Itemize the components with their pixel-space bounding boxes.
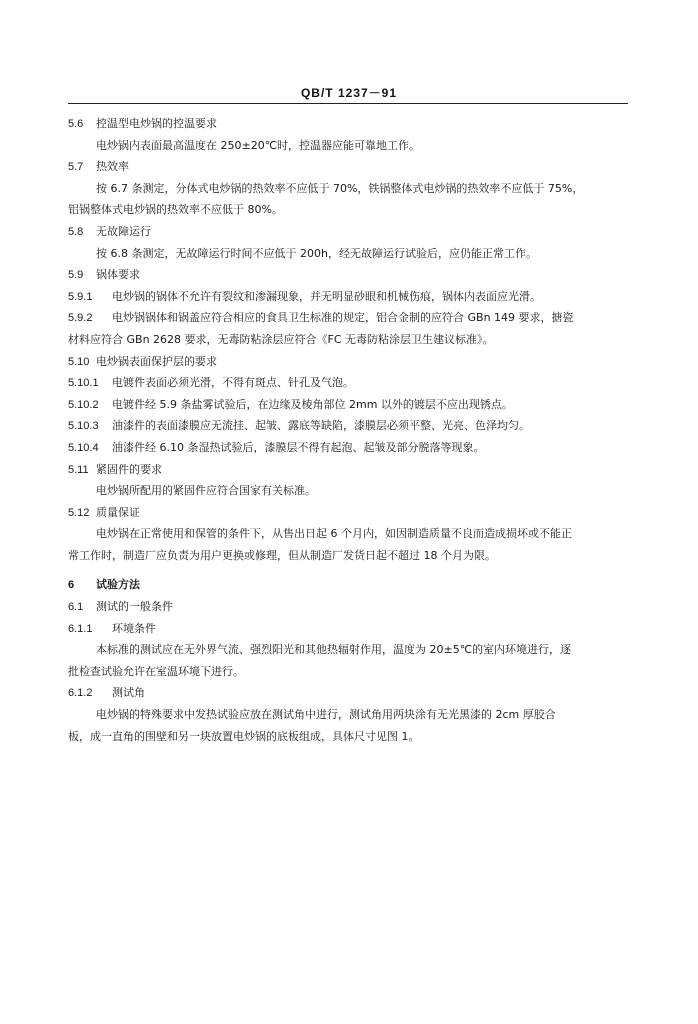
clause-number: 5.10 bbox=[68, 355, 90, 368]
clause-title: 环境条件 bbox=[112, 621, 156, 635]
clause-title: 测试的一般条件 bbox=[96, 600, 173, 614]
clause-title: 测试角 bbox=[112, 686, 145, 700]
paragraph-line: 电炒锅所配用的紧固件应符合国家有关标准。 bbox=[96, 484, 316, 498]
clause-heading bbox=[68, 600, 628, 622]
clause-heading bbox=[68, 268, 628, 290]
clause-title: 油漆件经 6.10 条湿热试验后，漆膜层不得有起泡、起皱及部分脱落等现象。 bbox=[112, 440, 485, 454]
clause-number: 6 bbox=[68, 579, 75, 592]
clause-number: 6.1 bbox=[68, 601, 84, 614]
clause-title: 热效率 bbox=[96, 160, 129, 174]
clause-number: 5.10.1 bbox=[68, 377, 99, 390]
paragraph-line: 批检查试验允许在室温环境下进行。 bbox=[68, 664, 244, 678]
clause-title: 试验方法 bbox=[96, 578, 140, 592]
clause-title: 控温型电炒锅的控温要求 bbox=[96, 117, 217, 130]
clause-number: 5.11 bbox=[68, 463, 89, 476]
clause-title: 无故障运行 bbox=[96, 224, 151, 238]
clause-number: 5.9.2 bbox=[68, 312, 93, 325]
paragraph-line: 本标准的测试应在无外界气流、强烈阳光和其他热辐射作用，温度为 20±5℃的室内环境进行，逐 bbox=[96, 643, 572, 657]
clause-heading bbox=[68, 441, 628, 463]
clause-heading bbox=[68, 398, 628, 420]
clause-number: 5.10.3 bbox=[68, 420, 99, 433]
clause-title: 电镀件经 5.9 条盐雾试验后，在边缘及棱角部位 2mm 以外的镀层不应出现锈点。 bbox=[112, 397, 513, 411]
clause-title: 锅体要求 bbox=[96, 268, 140, 282]
header-divider bbox=[68, 103, 628, 104]
clause-number: 5.12 bbox=[68, 506, 90, 519]
clause-heading bbox=[68, 117, 628, 139]
clause-number: 5.9.1 bbox=[68, 290, 93, 303]
paragraph-line: 按 6.7 条测定，分体式电炒锅的热效率不应低于 70%，铁锅整体式电炒锅的热效率不应低于 75%， bbox=[96, 181, 584, 195]
clause-title: 质量保证 bbox=[96, 505, 140, 519]
clause-number: 5.9 bbox=[68, 269, 84, 282]
paragraph-line: 板，成一直角的围壁和另一块放置电炒锅的底板组成，具体尺寸见图 1。 bbox=[68, 729, 420, 743]
clause-title: 电炒锅表面保护层的要求 bbox=[96, 354, 217, 368]
clause-title: 电炒锅的锅体不允许有裂纹和渗漏现象，并无明显砂眼和机械伤痕，锅体内表面应光滑。 bbox=[112, 289, 541, 303]
paragraph-line: 按 6.8 条测定，无故障运行时间不应低于 200h，经无故障运行试验后，应仍能正常工作。 bbox=[96, 246, 537, 260]
clause-heading bbox=[68, 506, 628, 528]
paragraph-line: 电炒锅内表面最高温度在 250±20℃时，控温器应能可靠地工作。 bbox=[96, 138, 421, 152]
clause-number: 5.10.4 bbox=[68, 441, 99, 454]
clause-title: 电镀件表面必须光滑，不得有斑点、针孔及气泡。 bbox=[112, 376, 354, 390]
clause-number: 5.6 bbox=[68, 118, 84, 130]
clause-title: 油漆件的表面漆膜应无流挂、起皱、露底等缺陷，漆膜层必须平整、光亮、色泽均匀。 bbox=[112, 419, 530, 433]
clause-heading bbox=[68, 290, 628, 312]
clause-number: 6.1.2 bbox=[68, 687, 93, 700]
clause-heading bbox=[68, 376, 628, 398]
paragraph-line: 常工作时，制造厂应负责为用户更换或修理，但从制造厂发货日起不超过 18 个月为限。 bbox=[68, 548, 496, 562]
clause-number: 5.10.2 bbox=[68, 398, 99, 411]
paragraph-line: 铝锅整体式电炒锅的热效率不应低于 80%。 bbox=[68, 203, 283, 217]
clause-heading bbox=[68, 686, 628, 708]
clause-heading bbox=[68, 463, 628, 485]
document-body bbox=[68, 117, 628, 751]
clause-heading bbox=[68, 160, 628, 182]
clause-heading bbox=[68, 311, 628, 333]
clause-number: 5.8 bbox=[68, 225, 84, 238]
paragraph-line: 材料应符合 GBn 2628 要求，无毒防粘涂层应符合《FC 无毒防粘涂层卫生建议标准》。 bbox=[68, 332, 494, 346]
paragraph-line: 电炒锅在正常使用和保管的条件下，从售出日起 6 个月内，如因制造质量不良而造成损坏或不能正 bbox=[96, 527, 572, 541]
clause-number: 6.1.1 bbox=[68, 622, 93, 635]
clause-heading bbox=[68, 355, 628, 377]
clause-heading bbox=[68, 225, 628, 247]
clause-number: 5.7 bbox=[68, 161, 84, 174]
standard-code-header: QB/T 1237－91 bbox=[300, 86, 398, 100]
clause-title: 电炒锅锅体和锅盖应符合相应的食具卫生标准的规定，铝合金制的应符合 GBn 149 要求，搪瓷 bbox=[112, 311, 574, 325]
clause-heading bbox=[68, 622, 628, 644]
clause-heading bbox=[68, 419, 628, 441]
clause-title: 紧固件的要求 bbox=[96, 462, 162, 476]
paragraph-line: 电炒锅的特殊要求中发热试验应放在测试角中进行，测试角用两块涂有无光黑漆的 2cm 厚胶合 bbox=[96, 708, 556, 722]
section-heading bbox=[68, 578, 628, 600]
